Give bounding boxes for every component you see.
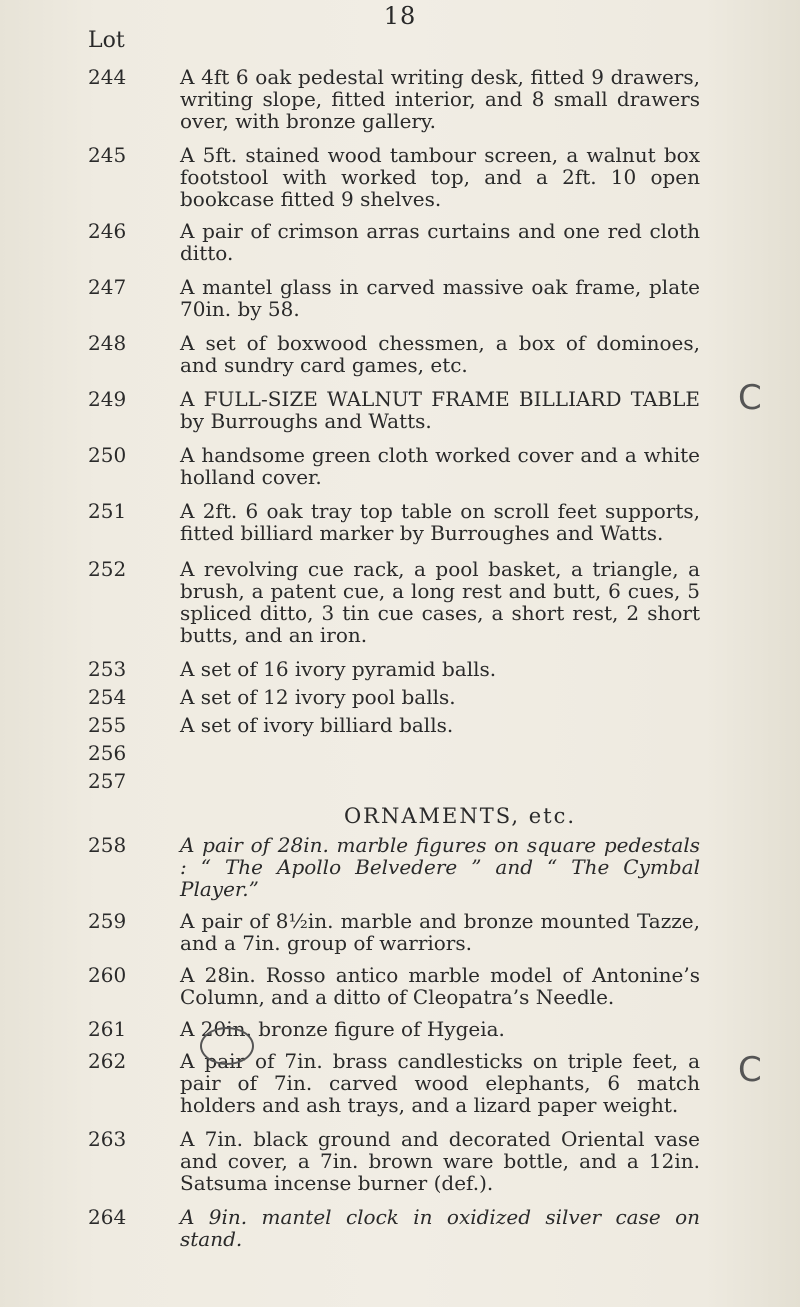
lot-description: A set of 16 ivory pyramid balls.: [180, 657, 497, 681]
lot-entry: [0, 910, 800, 954]
lot-number: 261: [88, 1017, 127, 1041]
lot-description: A 5ft. stained wood tambour screen, a walnut box footstool with worked top, and a 2ft. 10 open bookcase fitted 9 shelves.: [180, 143, 700, 211]
lot-entry: [0, 686, 800, 708]
handwritten-circle-mark: [200, 1027, 254, 1065]
section-title: ORNAMENTS, etc.: [343, 804, 577, 828]
lot-number: 256: [88, 741, 127, 765]
lot-entry: [0, 558, 800, 646]
lot-entry: [0, 66, 800, 132]
lot-column-header: Lot: [88, 28, 125, 53]
lot-number: 254: [88, 685, 127, 709]
lot-number: 249: [88, 387, 127, 411]
lot-entry: [0, 658, 800, 680]
lot-description: A 4ft 6 oak pedestal writing desk, fitted 9 drawers, writing slope, fitted interior, and 8 small drawers over, with bronze gallery.: [180, 65, 700, 133]
lot-entry: [0, 1018, 800, 1040]
lot-description: A 7in. black ground and decorated Oriental vase and cover, a 7in. brown ware bottle, and a 12in. Satsuma incense burner (def.).: [180, 1127, 700, 1195]
lot-description: A pair of crimson arras curtains and one red cloth ditto.: [180, 219, 700, 265]
lot-number: 255: [88, 713, 127, 737]
lot-entry: [0, 1206, 800, 1250]
lot-entry: [0, 742, 800, 764]
lot-entry: [0, 276, 800, 320]
lot-entry: [0, 1050, 800, 1116]
lot-list: [0, 58, 800, 1250]
lot-entry: [0, 770, 800, 792]
lot-entry: [0, 444, 800, 488]
lot-number: 257: [88, 769, 127, 793]
lot-entry: [0, 500, 800, 544]
lot-number: 247: [88, 275, 127, 299]
lot-entry: [0, 834, 800, 900]
lot-number: 253: [88, 657, 127, 681]
lot-description: A pair of 7in. brass candlesticks on triple feet, a pair of 7in. carved wood elephants, 6 match holders and ash trays, and a lizard paper weight.: [180, 1049, 700, 1117]
lot-description: A pair of 8½in. marble and bronze mounted Tazze, and a 7in. group of warriors.: [180, 909, 700, 955]
lot-description: A 2ft. 6 oak tray top table on scroll feet supports, fitted billiard marker by Burroughes and Watts.: [180, 499, 700, 545]
lot-entry: [0, 388, 800, 432]
margin-c-mark: C: [738, 1050, 762, 1090]
lot-description: A handsome green cloth worked cover and a white holland cover.: [180, 443, 700, 489]
lot-number: 264: [88, 1205, 127, 1229]
lot-description: A FULL-SIZE WALNUT FRAME BILLIARD TABLE by Burroughs and Watts.: [180, 387, 700, 433]
lot-description: A set of ivory billiard balls.: [180, 713, 454, 737]
lot-number: 244: [88, 65, 127, 89]
lot-number: 248: [88, 331, 127, 355]
lot-number: 250: [88, 443, 127, 467]
lot-number: 258: [88, 833, 127, 857]
lot-entry: [0, 332, 800, 376]
lot-number: 251: [88, 499, 127, 523]
lot-number: 252: [88, 557, 127, 581]
lot-description: A 20in. bronze figure of Hygeia.: [180, 1017, 505, 1041]
lot-number: 259: [88, 909, 127, 933]
lot-entry: [0, 220, 800, 264]
lot-entry: [0, 1128, 800, 1194]
lot-entry: [0, 144, 800, 210]
lot-description: A revolving cue rack, a pool basket, a triangle, a brush, a patent cue, a long rest and butt, 6 cues, 5 spliced ditto, 3 tin cue cases, a short rest, 2 short butts, and an iron.: [180, 557, 700, 647]
margin-c-mark: C: [738, 378, 762, 418]
lot-description: A set of 12 ivory pool balls.: [180, 685, 456, 709]
lot-description: A 9in. mantel clock in oxidized silver case on stand.: [180, 1205, 700, 1251]
lot-number: 263: [88, 1127, 127, 1151]
lot-description: A mantel glass in carved massive oak frame, plate 70in. by 58.: [180, 275, 700, 321]
lot-description: A 28in. Rosso antico marble model of Antonine’s Column, and a ditto of Cleopatra’s Needle.: [180, 963, 700, 1009]
lot-number: 260: [88, 963, 127, 987]
lot-description: A set of boxwood chessmen, a box of dominoes, and sundry card games, etc.: [180, 331, 700, 377]
lot-description: A pair of 28in. marble figures on square pedestals : “ The Apollo Belvedere ” and “ The Cymbal Player.”: [180, 833, 700, 901]
lot-number: 246: [88, 219, 127, 243]
lot-entry: [0, 714, 800, 736]
lot-number: 245: [88, 143, 127, 167]
lot-entry: [0, 964, 800, 1008]
page-number: 18: [383, 2, 417, 30]
lot-number: 262: [88, 1049, 127, 1073]
